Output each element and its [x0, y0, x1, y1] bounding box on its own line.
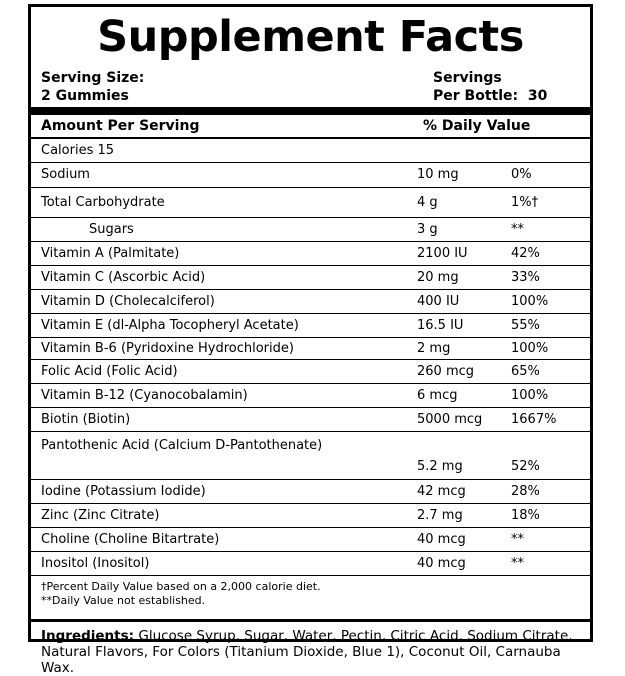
nutrient-row — [31, 432, 590, 480]
nutrient-daily-value: 100% — [511, 388, 549, 403]
nutrient-amount: 5000 mcg — [417, 412, 483, 427]
nutrient-amount: 5.2 mg — [417, 459, 463, 474]
nutrient-name: Pantothenic Acid (Calcium D-Pantothenate) — [41, 438, 323, 453]
serving-size-label: Serving Size: — [41, 70, 145, 86]
column-header — [31, 115, 590, 139]
daily-value-not-established-note: **Daily Value not established. — [41, 594, 206, 607]
nutrient-amount: 2100 IU — [417, 246, 468, 261]
nutrient-amount: 40 mcg — [417, 556, 466, 571]
nutrient-name: Biotin (Biotin) — [41, 412, 131, 427]
nutrient-row — [31, 480, 590, 504]
nutrient-amount: 260 mcg — [417, 364, 475, 379]
ingredients-text: Glucose Syrup, Sugar, Water, Pectin, Citric Acid, Sodium Citrate, Natural Flavors, For Colors (Titanium Dioxide, Blue 1), Coconut Oil, Carnauba Wax. — [41, 628, 573, 676]
nutrient-amount: 10 mg — [417, 167, 459, 182]
nutrient-daily-value: ** — [511, 532, 524, 547]
nutrient-name: Sugars — [89, 222, 134, 237]
nutrient-name: Folic Acid (Folic Acid) — [41, 364, 178, 379]
nutrient-row — [31, 338, 590, 360]
nutrient-name: Zinc (Zinc Citrate) — [41, 508, 160, 523]
servings-per-bottle — [433, 69, 547, 105]
nutrient-name: Vitamin D (Cholecalciferol) — [41, 294, 215, 309]
nutrient-daily-value: 65% — [511, 364, 540, 379]
nutrient-daily-value: 18% — [511, 508, 540, 523]
serving-size — [41, 69, 144, 105]
nutrient-row — [31, 408, 590, 432]
panel-title: Supplement Facts — [97, 12, 524, 62]
nutrient-daily-value: 33% — [511, 270, 540, 285]
nutrient-row — [31, 242, 590, 266]
amount-per-serving-header: Amount Per Serving — [41, 118, 200, 134]
nutrient-row — [31, 266, 590, 290]
nutrient-daily-value: 55% — [511, 318, 540, 333]
nutrient-amount: 40 mcg — [417, 532, 466, 547]
nutrient-name: Choline (Choline Bitartrate) — [41, 532, 220, 547]
nutrient-row — [31, 528, 590, 552]
footnotes — [31, 576, 590, 622]
serving-info — [31, 67, 590, 115]
nutrient-amount: 4 g — [417, 195, 438, 210]
nutrient-daily-value: 52% — [511, 459, 540, 474]
nutrient-daily-value: 0% — [511, 167, 532, 182]
nutrient-daily-value: 28% — [511, 484, 540, 499]
nutrient-table — [31, 163, 590, 576]
nutrient-name: Inositol (Inositol) — [41, 556, 150, 571]
nutrient-name: Total Carbohydrate — [41, 195, 165, 210]
per-bottle-label: Per Bottle: — [433, 88, 519, 104]
nutrient-daily-value: 1667% — [511, 412, 557, 427]
nutrient-name: Vitamin B-6 (Pyridoxine Hydrochloride) — [41, 341, 294, 356]
nutrient-row — [31, 552, 590, 576]
daily-value-header: % Daily Value — [423, 118, 531, 134]
nutrient-daily-value: ** — [511, 556, 524, 571]
nutrient-row — [31, 384, 590, 408]
nutrient-amount: 2 mg — [417, 341, 451, 356]
nutrient-amount: 42 mcg — [417, 484, 466, 499]
nutrient-name: Sodium — [41, 167, 90, 182]
nutrient-name: Vitamin A (Palmitate) — [41, 246, 180, 261]
ingredients — [31, 622, 590, 676]
nutrient-name: Vitamin C (Ascorbic Acid) — [41, 270, 206, 285]
percent-daily-value-note: †Percent Daily Value based on a 2,000 calorie diet. — [41, 580, 321, 593]
calories: Calories 15 — [41, 143, 115, 158]
nutrient-row — [31, 314, 590, 338]
nutrient-daily-value: 42% — [511, 246, 540, 261]
nutrient-row — [31, 218, 590, 242]
supplement-facts-panel — [28, 4, 593, 676]
nutrient-amount: 400 IU — [417, 294, 460, 309]
nutrient-daily-value: 100% — [511, 294, 549, 309]
nutrient-row — [31, 290, 590, 314]
per-bottle — [433, 87, 547, 105]
nutrient-amount: 16.5 IU — [417, 318, 464, 333]
nutrient-amount: 2.7 mg — [417, 508, 463, 523]
serving-size-value: 2 Gummies — [41, 88, 129, 104]
nutrient-name: Iodine (Potassium Iodide) — [41, 484, 206, 499]
nutrient-daily-value: ** — [511, 222, 524, 237]
nutrient-amount: 20 mg — [417, 270, 459, 285]
nutrient-daily-value: 1%† — [511, 195, 539, 210]
nutrient-row — [31, 360, 590, 384]
nutrient-row — [31, 188, 590, 218]
nutrient-row — [31, 504, 590, 528]
nutrient-name: Vitamin B-12 (Cyanocobalamin) — [41, 388, 248, 403]
nutrient-amount: 6 mcg — [417, 388, 458, 403]
nutrient-name: Vitamin E (dl-Alpha Tocopheryl Acetate) — [41, 318, 299, 333]
ingredients-label: Ingredients: — [41, 628, 135, 644]
nutrient-amount: 3 g — [417, 222, 438, 237]
per-bottle-value: 30 — [527, 88, 548, 104]
nutrient-row — [31, 163, 590, 188]
calories-row — [31, 139, 590, 163]
nutrient-daily-value: 100% — [511, 341, 549, 356]
servings-label: Servings — [433, 70, 502, 86]
